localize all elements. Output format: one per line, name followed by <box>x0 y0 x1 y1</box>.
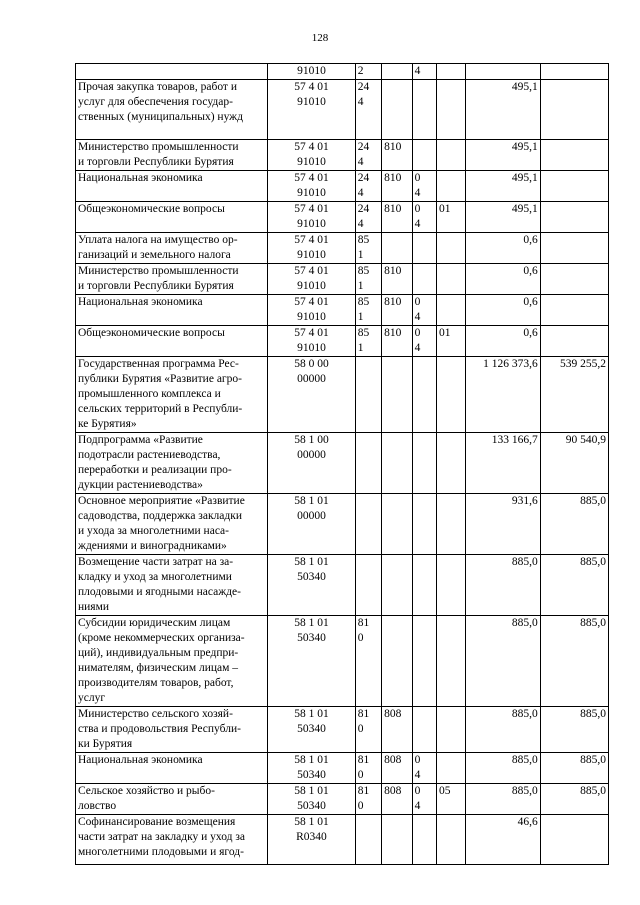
cell-line: 24 <box>357 172 370 184</box>
sum-year-1-cell: 885,0 <box>465 555 540 616</box>
cell-line: 1 <box>357 249 364 261</box>
cell-line: 91010 <box>297 342 326 354</box>
cell-line: 24 <box>357 81 370 93</box>
expense-type-code-cell <box>355 64 381 80</box>
cell-line: Возмещение части затрат на за- <box>78 556 234 568</box>
cell-line: услуг <box>78 692 106 704</box>
row-name-cell <box>76 140 268 171</box>
ministry-code-cell: 810 <box>382 140 413 171</box>
subsection-code-cell <box>437 295 465 326</box>
cell-line: Национальная экономика <box>78 296 203 308</box>
target-article-code-cell <box>268 233 355 264</box>
cell-line: Основное мероприятие «Развитие <box>78 495 245 507</box>
cell-line: 57 4 01 <box>294 141 329 153</box>
cell-line: 91010 <box>297 96 326 108</box>
table-row <box>76 295 609 326</box>
cell-line: 57 4 01 <box>294 234 329 246</box>
cell-line: 91010 <box>297 187 326 199</box>
row-name-cell <box>76 326 268 357</box>
section-code-cell <box>412 64 436 80</box>
sum-year-1-cell: 0,6 <box>465 233 540 264</box>
cell-line: промышленного комплекса и <box>78 388 221 400</box>
subsection-code-cell <box>437 433 465 494</box>
row-name-cell <box>76 295 268 326</box>
cell-line: Софинансирование возмещения <box>78 816 236 828</box>
cell-line: 50340 <box>297 632 326 644</box>
cell-line: 85 <box>357 234 370 246</box>
target-article-code-cell <box>268 326 355 357</box>
cell-line: и ухода за многолетними наса- <box>78 525 229 537</box>
cell-line: 4 <box>357 218 364 230</box>
subsection-code-cell <box>437 233 465 264</box>
section-code-cell <box>412 80 436 140</box>
cell-line: 85 <box>357 296 370 308</box>
cell-line: 91010 <box>297 280 326 292</box>
ministry-code-cell <box>382 357 413 433</box>
cell-line: кладку и уход за многолетними <box>78 571 232 583</box>
target-article-code-cell <box>268 64 355 80</box>
expense-type-code-cell <box>355 264 381 295</box>
cell-line: нимателям, физическим лицам – <box>78 662 239 674</box>
section-code-cell <box>412 295 436 326</box>
sum-year-2-cell <box>540 64 608 80</box>
table-row <box>76 264 609 295</box>
section-code-cell <box>412 326 436 357</box>
subsection-code-cell: 01 <box>437 202 465 233</box>
cell-line: 57 4 01 <box>294 172 329 184</box>
sum-year-1-cell: 0,6 <box>465 295 540 326</box>
sum-year-2-cell <box>540 140 608 171</box>
target-article-code-cell <box>268 494 355 555</box>
sum-year-1-cell: 495,1 <box>465 202 540 233</box>
expense-type-code-cell <box>355 494 381 555</box>
cell-line: 1 <box>357 280 364 292</box>
subsection-code-cell <box>437 80 465 140</box>
ministry-code-cell <box>382 64 413 80</box>
row-name-cell <box>76 264 268 295</box>
sum-year-2-cell: 885,0 <box>540 616 608 707</box>
sum-year-2-cell <box>540 80 608 140</box>
expense-type-code-cell <box>355 784 381 815</box>
cell-line: 58 1 01 <box>294 617 329 629</box>
sum-year-2-cell <box>540 233 608 264</box>
table-row <box>76 494 609 555</box>
target-article-code-cell <box>268 202 355 233</box>
cell-line: 58 1 00 <box>294 434 329 446</box>
cell-line: 0 <box>357 769 364 781</box>
subsection-code-cell <box>437 707 465 753</box>
cell-line: 4 <box>414 187 421 199</box>
cell-line: садоводства, поддержка закладки <box>78 510 242 522</box>
sum-year-2-cell: 885,0 <box>540 784 608 815</box>
section-code-cell <box>412 433 436 494</box>
sum-year-1-cell: 885,0 <box>465 707 540 753</box>
cell-line: 00000 <box>297 373 326 385</box>
cell-line: Министерство промышленности <box>78 265 239 277</box>
section-code-cell <box>412 815 436 865</box>
table-row <box>76 326 609 357</box>
cell-line: 85 <box>357 327 370 339</box>
cell-line: 58 1 01 <box>294 816 329 828</box>
row-name-cell <box>76 494 268 555</box>
row-name-cell <box>76 171 268 202</box>
cell-line: 1 <box>357 342 364 354</box>
cell-line: 0 <box>357 723 364 735</box>
cell-line: 91010 <box>297 249 326 261</box>
row-name-cell <box>76 753 268 784</box>
cell-line: 24 <box>357 141 370 153</box>
section-code-cell <box>412 494 436 555</box>
subsection-code-cell: 01 <box>437 326 465 357</box>
target-article-code-cell <box>268 80 355 140</box>
sum-year-2-cell <box>540 264 608 295</box>
cell-line: 4 <box>414 65 421 77</box>
table-row <box>76 140 609 171</box>
cell-line: сельских территорий в Республи- <box>78 403 243 415</box>
section-code-cell <box>412 784 436 815</box>
expense-type-code-cell <box>355 616 381 707</box>
sum-year-2-cell <box>540 171 608 202</box>
expense-type-code-cell <box>355 555 381 616</box>
page-number: 128 <box>311 32 329 44</box>
expense-type-code-cell <box>355 326 381 357</box>
row-name-cell <box>76 616 268 707</box>
cell-line: (кроме некоммерческих организа- <box>78 632 245 644</box>
cell-line: 58 1 01 <box>294 708 329 720</box>
cell-line: Общеэкономические вопросы <box>78 203 225 215</box>
target-article-code-cell <box>268 815 355 865</box>
section-code-cell <box>412 555 436 616</box>
table-row <box>76 753 609 784</box>
cell-line: дукции растениеводства» <box>78 479 203 491</box>
row-name-cell <box>76 784 268 815</box>
subsection-code-cell <box>437 357 465 433</box>
cell-line: Национальная экономика <box>78 172 203 184</box>
row-name-cell <box>76 202 268 233</box>
sum-year-2-cell: 90 540,9 <box>540 433 608 494</box>
sum-year-1-cell: 495,1 <box>465 171 540 202</box>
ministry-code-cell <box>382 616 413 707</box>
section-code-cell <box>412 171 436 202</box>
cell-line: ниями <box>78 601 110 613</box>
cell-line: ций), индивидуальным предпри- <box>78 647 239 659</box>
expense-type-code-cell <box>355 433 381 494</box>
cell-line: 4 <box>357 187 364 199</box>
target-article-code-cell <box>268 616 355 707</box>
cell-line: 4 <box>357 156 364 168</box>
cell-line: подотрасли растениеводства, <box>78 449 221 461</box>
cell-line: производителям товаров, работ, <box>78 677 234 689</box>
cell-line: ждениями и виноградниками» <box>78 540 227 552</box>
cell-line: Прочая закупка товаров, работ и <box>78 81 237 93</box>
section-code-cell <box>412 616 436 707</box>
cell-line: 0 <box>414 172 421 184</box>
ministry-code-cell: 810 <box>382 171 413 202</box>
cell-line: 81 <box>357 754 370 766</box>
ministry-code-cell <box>382 233 413 264</box>
cell-line: 57 4 01 <box>294 81 329 93</box>
row-name-cell <box>76 707 268 753</box>
cell-line: переработки и реализации про- <box>78 464 232 476</box>
cell-line: 58 1 01 <box>294 556 329 568</box>
cell-line: 4 <box>357 96 364 108</box>
sum-year-1-cell <box>465 64 540 80</box>
ministry-code-cell: 810 <box>382 264 413 295</box>
row-name-cell <box>76 233 268 264</box>
expense-type-code-cell <box>355 233 381 264</box>
sum-year-1-cell: 0,6 <box>465 264 540 295</box>
target-article-code-cell <box>268 295 355 326</box>
subsection-code-cell <box>437 171 465 202</box>
sum-year-2-cell <box>540 326 608 357</box>
section-code-cell <box>412 753 436 784</box>
target-article-code-cell <box>268 357 355 433</box>
sum-year-2-cell <box>540 295 608 326</box>
sum-year-1-cell: 133 166,7 <box>465 433 540 494</box>
cell-line: 57 4 01 <box>294 327 329 339</box>
cell-line: 50340 <box>297 723 326 735</box>
subsection-code-cell <box>437 815 465 865</box>
cell-line: R0340 <box>296 831 327 843</box>
section-code-cell <box>412 233 436 264</box>
cell-line: 91010 <box>297 218 326 230</box>
cell-line: 0 <box>414 296 421 308</box>
target-article-code-cell <box>268 171 355 202</box>
section-code-cell <box>412 707 436 753</box>
cell-line: 0 <box>357 632 364 644</box>
cell-line: 58 1 01 <box>294 785 329 797</box>
section-code-cell <box>412 357 436 433</box>
cell-line: 4 <box>414 311 421 323</box>
cell-line: 0 <box>357 800 364 812</box>
sum-year-1-cell: 885,0 <box>465 753 540 784</box>
table-row <box>76 616 609 707</box>
ministry-code-cell: 810 <box>382 326 413 357</box>
row-name-cell <box>76 555 268 616</box>
expense-type-code-cell <box>355 171 381 202</box>
row-name-cell <box>76 815 268 865</box>
cell-line: Общеэкономические вопросы <box>78 327 225 339</box>
target-article-code-cell <box>268 555 355 616</box>
cell-line: Субсидии юридическим лицам <box>78 617 231 629</box>
cell-line: 91010 <box>297 156 326 168</box>
sum-year-1-cell: 931,6 <box>465 494 540 555</box>
sum-year-1-cell: 495,1 <box>465 80 540 140</box>
expense-type-code-cell <box>355 753 381 784</box>
cell-line: Уплата налога на имущество ор- <box>78 234 238 246</box>
cell-line: 1 <box>357 311 364 323</box>
cell-line: 57 4 01 <box>294 203 329 215</box>
target-article-code-cell <box>268 433 355 494</box>
sum-year-2-cell: 885,0 <box>540 555 608 616</box>
expense-type-code-cell <box>355 295 381 326</box>
budget-table <box>75 63 609 865</box>
cell-line: 4 <box>414 218 421 230</box>
cell-line: 57 4 01 <box>294 296 329 308</box>
cell-line: услуг для обеспечения государ- <box>78 96 233 108</box>
target-article-code-cell <box>268 707 355 753</box>
cell-line: 0 <box>414 785 421 797</box>
cell-line: 24 <box>357 203 370 215</box>
expense-type-code-cell <box>355 80 381 140</box>
cell-line: 50340 <box>297 800 326 812</box>
expense-type-code-cell <box>355 202 381 233</box>
cell-line: 81 <box>357 617 370 629</box>
cell-line: 4 <box>414 800 421 812</box>
expense-type-code-cell <box>355 140 381 171</box>
sum-year-1-cell: 495,1 <box>465 140 540 171</box>
section-code-cell <box>412 202 436 233</box>
sum-year-1-cell: 885,0 <box>465 784 540 815</box>
cell-line: ства и продовольствия Республи- <box>78 723 241 735</box>
cell-line: Национальная экономика <box>78 754 203 766</box>
cell-line: 81 <box>357 785 370 797</box>
cell-line: и торговли Республики Бурятия <box>78 280 234 292</box>
cell-line: ганизаций и земельного налога <box>78 249 231 261</box>
cell-line: 91010 <box>297 65 326 77</box>
cell-line: 50340 <box>297 769 326 781</box>
sum-year-2-cell: 885,0 <box>540 753 608 784</box>
ministry-code-cell: 810 <box>382 295 413 326</box>
cell-line: Министерство промышленности <box>78 141 239 153</box>
subsection-code-cell <box>437 616 465 707</box>
ministry-code-cell: 808 <box>382 784 413 815</box>
cell-line: 50340 <box>297 571 326 583</box>
target-article-code-cell <box>268 753 355 784</box>
table-row <box>76 784 609 815</box>
sum-year-1-cell: 46,6 <box>465 815 540 865</box>
cell-line: 0 <box>414 203 421 215</box>
row-name-cell <box>76 433 268 494</box>
ministry-code-cell: 810 <box>382 202 413 233</box>
table-row <box>76 707 609 753</box>
target-article-code-cell <box>268 264 355 295</box>
expense-type-code-cell <box>355 357 381 433</box>
sum-year-2-cell: 885,0 <box>540 494 608 555</box>
sum-year-2-cell: 539 255,2 <box>540 357 608 433</box>
ministry-code-cell <box>382 80 413 140</box>
table-row <box>76 80 609 140</box>
subsection-code-cell <box>437 64 465 80</box>
cell-line: 58 1 01 <box>294 495 329 507</box>
table-row <box>76 233 609 264</box>
ministry-code-cell <box>382 494 413 555</box>
cell-line: ственных (муниципальных) нужд <box>78 111 243 123</box>
table-row <box>76 555 609 616</box>
section-code-cell <box>412 264 436 295</box>
cell-line: публики Бурятия «Развитие агро- <box>78 373 242 385</box>
ministry-code-cell: 808 <box>382 753 413 784</box>
cell-line: Подпрограмма «Развитие <box>78 434 203 446</box>
cell-line: 0 <box>414 327 421 339</box>
cell-line: ки Бурятия <box>78 738 133 750</box>
cell-line: плодовыми и ягодными насажде- <box>78 586 241 598</box>
table-row <box>76 433 609 494</box>
row-name-cell <box>76 357 268 433</box>
cell-line: Государственная программа Рес- <box>78 358 239 370</box>
table-row <box>76 202 609 233</box>
cell-line: 4 <box>414 342 421 354</box>
sum-year-1-cell: 885,0 <box>465 616 540 707</box>
cell-line: 58 1 01 <box>294 754 329 766</box>
expense-type-code-cell <box>355 815 381 865</box>
sum-year-2-cell <box>540 202 608 233</box>
table-row <box>76 64 609 80</box>
target-article-code-cell <box>268 784 355 815</box>
cell-line: 81 <box>357 708 370 720</box>
cell-line: и торговли Республики Бурятия <box>78 156 234 168</box>
section-code-cell <box>412 140 436 171</box>
cell-line: ловство <box>78 800 117 812</box>
ministry-code-cell <box>382 433 413 494</box>
expense-type-code-cell <box>355 707 381 753</box>
subsection-code-cell <box>437 555 465 616</box>
target-article-code-cell <box>268 140 355 171</box>
sum-year-2-cell: 885,0 <box>540 707 608 753</box>
cell-line: 85 <box>357 265 370 277</box>
cell-line: 00000 <box>297 449 326 461</box>
row-name-cell <box>76 64 268 80</box>
cell-line: Сельское хозяйство и рыбо- <box>78 785 215 797</box>
sum-year-1-cell: 1 126 373,6 <box>465 357 540 433</box>
cell-line: ке Бурятия» <box>78 418 137 430</box>
subsection-code-cell <box>437 264 465 295</box>
table-row <box>76 815 609 865</box>
subsection-code-cell <box>437 140 465 171</box>
cell-line: 57 4 01 <box>294 265 329 277</box>
subsection-code-cell: 05 <box>437 784 465 815</box>
cell-line: 58 0 00 <box>294 358 329 370</box>
ministry-code-cell <box>382 815 413 865</box>
cell-line: Министерство сельского хозяй- <box>78 708 233 720</box>
subsection-code-cell <box>437 753 465 784</box>
sum-year-2-cell <box>540 815 608 865</box>
cell-line: многолетними плодовыми и ягод- <box>78 846 244 858</box>
cell-line: 00000 <box>297 510 326 522</box>
cell-line: 0 <box>414 754 421 766</box>
ministry-code-cell: 808 <box>382 707 413 753</box>
table-row <box>76 171 609 202</box>
sum-year-1-cell: 0,6 <box>465 326 540 357</box>
cell-line: 2 <box>357 65 364 77</box>
cell-line: части затрат на закладку и уход за <box>78 831 246 843</box>
cell-line: 4 <box>414 769 421 781</box>
row-name-cell <box>76 80 268 140</box>
ministry-code-cell <box>382 555 413 616</box>
subsection-code-cell <box>437 494 465 555</box>
cell-line: 91010 <box>297 311 326 323</box>
table-row <box>76 357 609 433</box>
